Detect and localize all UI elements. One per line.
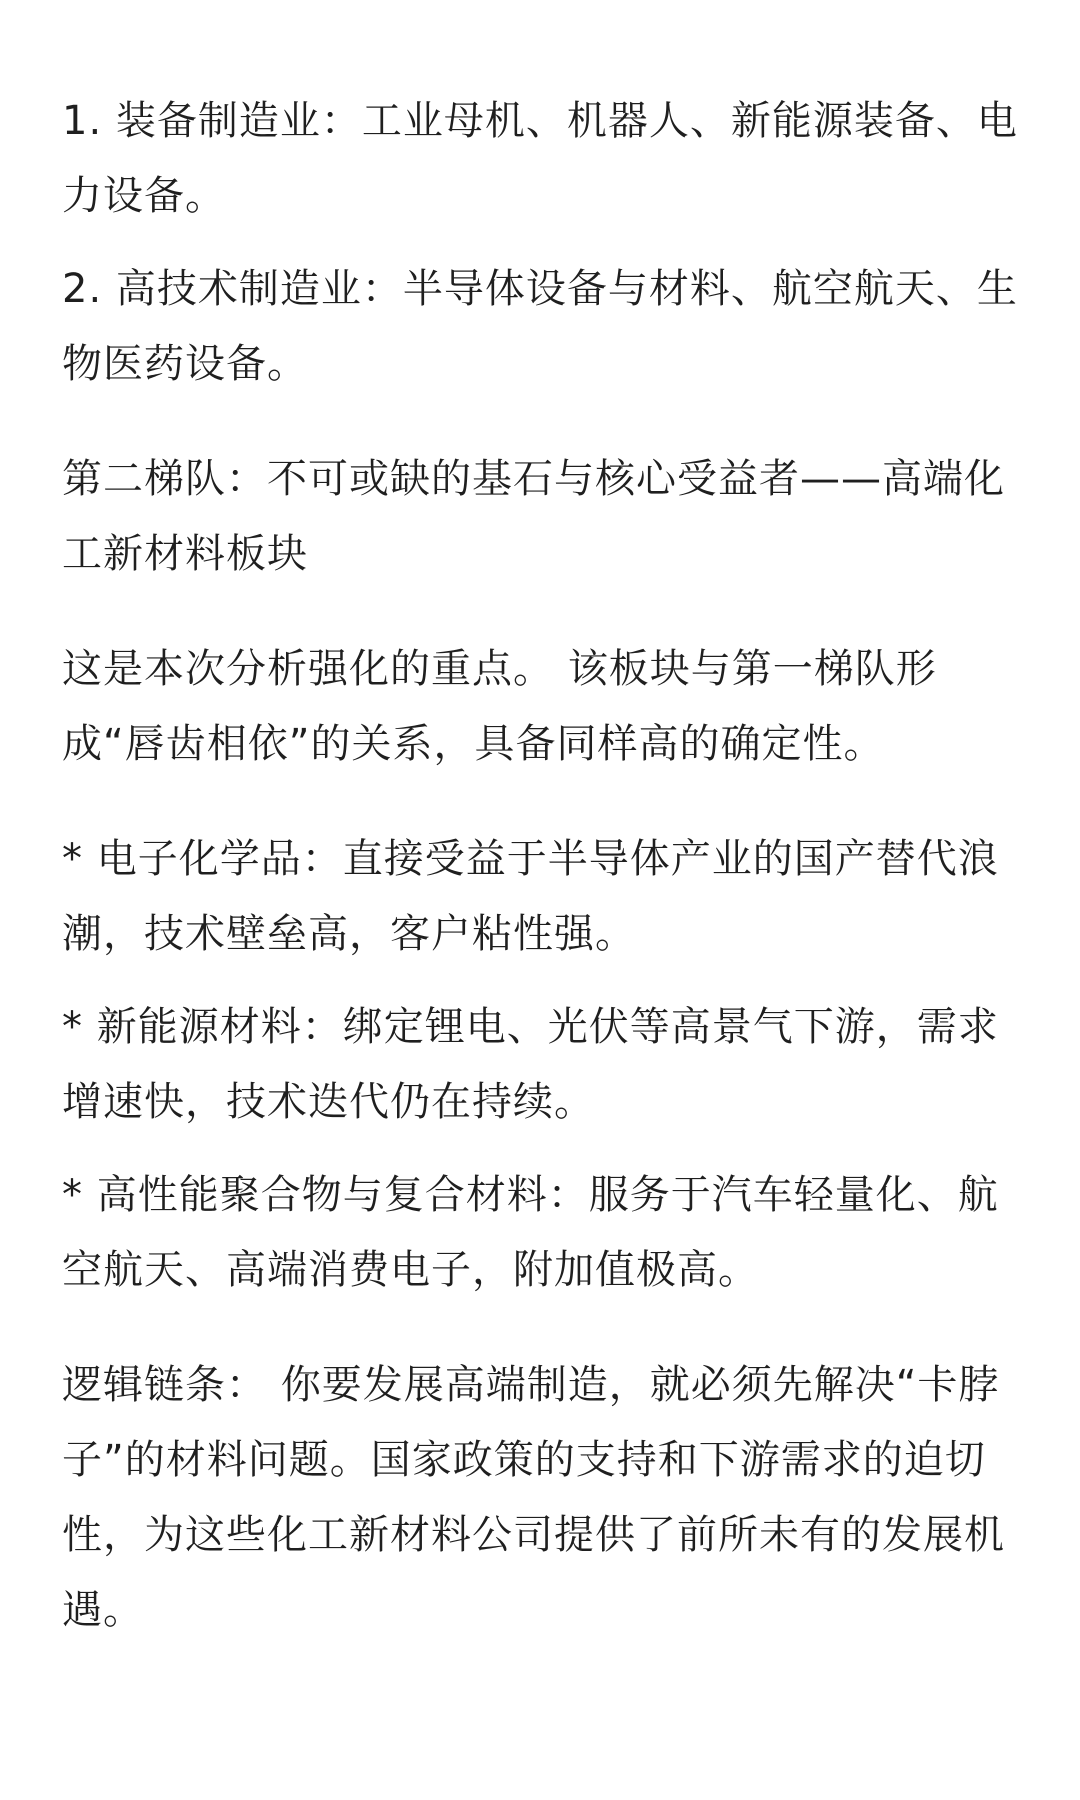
article-body: [62, 84, 1027, 1648]
section-heading-second-tier: 第二梯队：不可或缺的基石与核心受益者——高端化工新材料板块: [62, 456, 1005, 577]
list-item-equipment-manufacturing: 1. 装备制造业：工业母机、机器人、新能源装备、电力设备。: [62, 98, 1018, 219]
bullet-high-performance-polymers: * 高性能聚合物与复合材料：服务于汽车轻量化、航空航天、高端消费电子，附加值极高。: [62, 1172, 999, 1293]
list-item-high-tech-manufacturing: 2. 高技术制造业：半导体设备与材料、航空航天、生物医药设备。: [62, 266, 1018, 387]
paragraph-focus: 这是本次分析强化的重点。 该板块与第一梯队形成“唇齿相依”的关系，具备同样高的确定性。: [62, 646, 937, 767]
paragraph-logic-chain: 逻辑链条： 你要发展高端制造，就必须先解决“卡脖子”的材料问题。国家政策的支持和下游需求的迫切性，为这些化工新材料公司提供了前所未有的发展机遇。: [62, 1362, 1005, 1633]
bullet-electronic-chemicals: * 电子化学品：直接受益于半导体产业的国产替代浪潮，技术壁垒高，客户粘性强。: [62, 836, 999, 957]
bullet-new-energy-materials: * 新能源材料：绑定锂电、光伏等高景气下游，需求增速快，技术迭代仍在持续。: [62, 1004, 999, 1125]
